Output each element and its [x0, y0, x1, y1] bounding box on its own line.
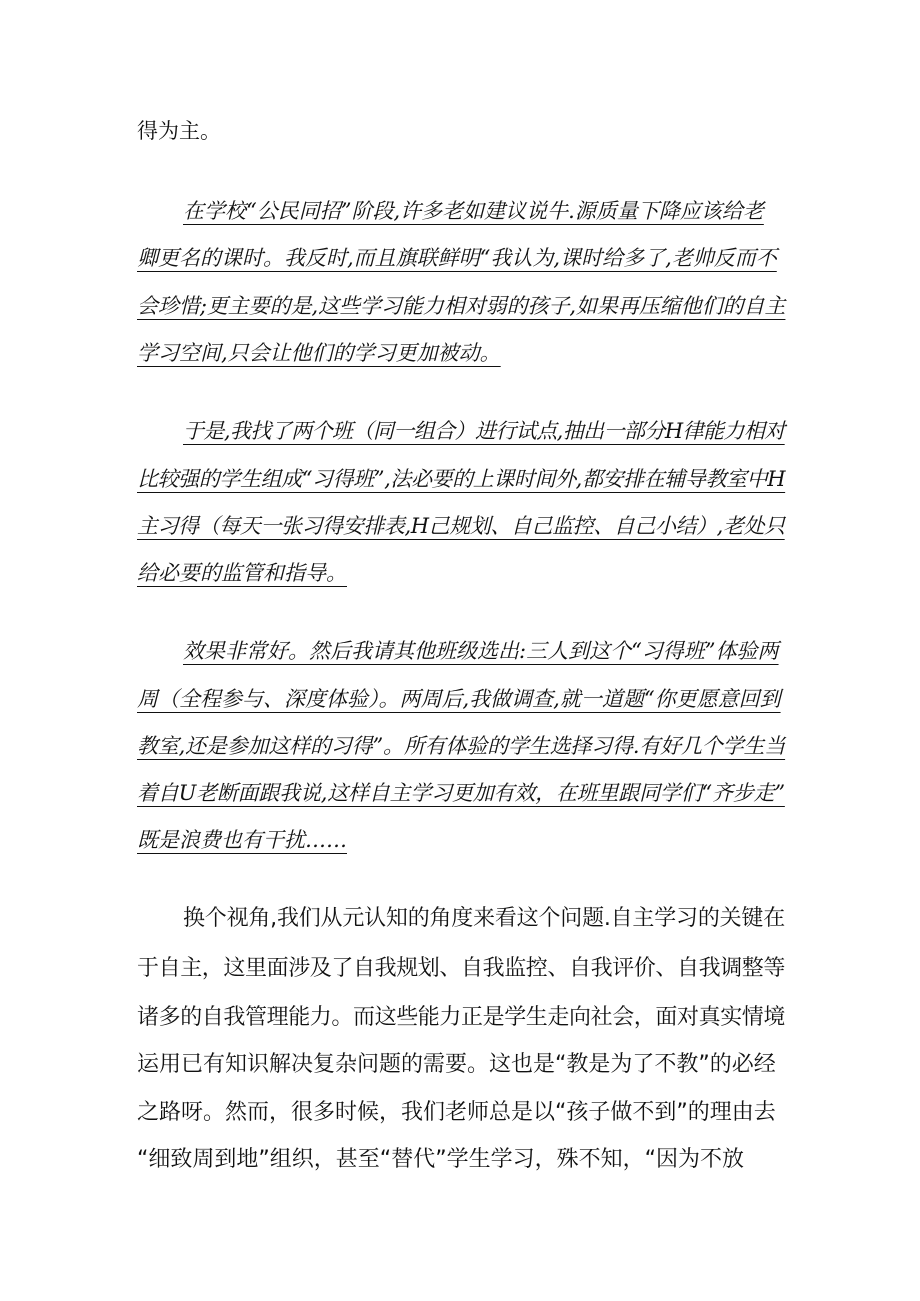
text-line: 周（全程参与、深度体验）。两周后,我做调查,就一道题“你更愿意回到 — [137, 687, 781, 711]
text-line: 着自U老断面跟我说,这样自主学习更加有效，在班里跟同学们“齐步走” — [137, 781, 785, 805]
text-line: 在学校“公民同招”阶段,许多老如建议说牛.源质量下降应该给老 — [183, 199, 764, 223]
text-line: 于是,我找了两个班（同一组合）进行试点,抽出一部分H律能力相对 — [183, 419, 785, 443]
text-line: 主习得（每天一张习得安排表,H己规划、自己监控、自己小结）,老处只 — [137, 514, 785, 538]
text-line: 换个视角,我们从元认知的角度来看这个问题.自主学习的关键在 — [183, 906, 785, 931]
text-line: 运用已有知识解决复杂问题的需要。这也是“教是为了不教”的必经 — [137, 1052, 776, 1077]
text-line: 既是浪费也有干扰…… — [137, 828, 347, 852]
text-line: 于自主，这里面涉及了自我规划、自我监控、自我评价、自我调整等 — [137, 956, 786, 981]
text-line: 卿更名的课时。我反时,而且旗联鲜明“我认为,课时给多了,老帅反而不 — [137, 246, 777, 270]
text-line: 会珍惜;更主要的是,这些学习能力相对弱的孩子,如果再压缩他们的自主 — [137, 294, 786, 318]
text-line: 教室,还是参加这样的习得”。所有体验的学生选择习得.有好几个学生当 — [137, 734, 786, 758]
text-line: 之路呀。然而，很多时候，我们老师总是以“孩子做不到”的理由去 — [137, 1100, 776, 1125]
text-line: 给必要的监管和指导。 — [137, 561, 347, 585]
text-line: 得为主。 — [137, 119, 221, 143]
text-line: 比较强的学生组成“习得班”,法必要的上课时间外,都安排在辅导教室中H — [137, 467, 786, 491]
text-line: 学习空间,只会让他们的学习更加被动。 — [137, 341, 501, 365]
text-line: “细致周到地”组织，甚至“替代”学生学习，殊不知，“因为不放 — [137, 1147, 744, 1172]
text-line: 诸多的自我管理能力。而这些能力正是学生走向社会，面对真实情境 — [137, 1005, 786, 1030]
text-line: 效果非常好。然后我请其他班级选出:三人到这个“习得班”体验两 — [183, 639, 779, 663]
